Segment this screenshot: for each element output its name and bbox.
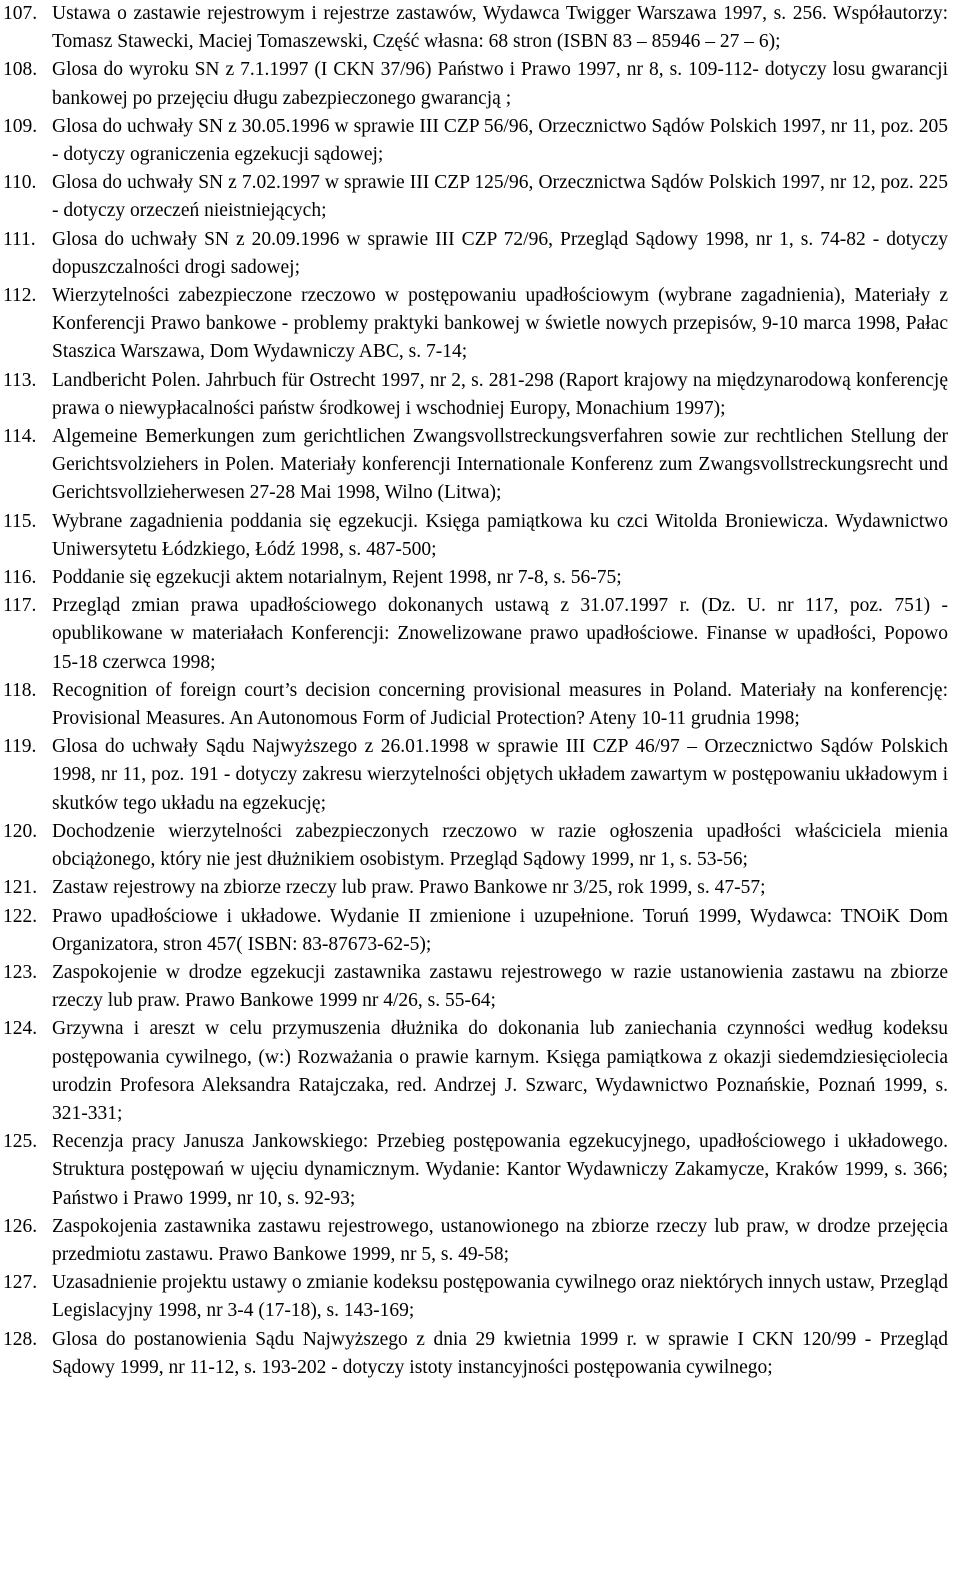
list-item xyxy=(3,1269,948,1325)
item-text: Recognition of foreign court’s decision concerning provisional measures in Poland. Materiały na konferencję: Provisional Measures. An Autonomous Form of Judicial Protection? Ateny 10-11 grudnia 1998; xyxy=(52,679,948,730)
item-number: 116. xyxy=(3,567,37,589)
item-text: Glosa do uchwały Sądu Najwyższego z 26.01.1998 w sprawie III CZP 46/97 – Orzecznictwo Sądów Polskich 1998, nr 11, poz. 191 - dotyczy zakresu wierzytelności objętych układem zawartym w postępowaniu układowym i skutków tego układu na egzekucję; xyxy=(52,736,948,814)
list-item xyxy=(3,818,948,874)
list-item xyxy=(3,733,948,818)
item-number: 122. xyxy=(3,905,38,927)
item-text: Dochodzenie wierzytelności zabezpieczonych rzeczowo w razie ogłoszenia upadłości właściciela mienia obciążonego, który nie jest dłużnikiem osobistym. Przegląd Sądowy 1999, nr 1, s. 53-56; xyxy=(52,820,948,871)
item-text: Uzasadnienie projektu ustawy o zmianie kodeksu postępowania cywilnego oraz niektórych innych ustaw, Przegląd Legislacyjny 1998, nr 3-4 (17-18), s. 143-169; xyxy=(52,1272,949,1322)
item-number: 123. xyxy=(3,961,38,983)
list-item xyxy=(3,169,948,225)
item-text: Ustawa o zastawie rejestrowym i rejestrze zastawów, Wydawca Twigger Warszawa 1997, s. 256. Współautorzy: Tomasz Stawecki, Maciej Tomaszewski, Część własna: 68 stron (ISBN 83 – 85946 – 27 – 6); xyxy=(52,3,948,53)
list-item xyxy=(3,874,948,902)
item-number: 108. xyxy=(3,59,38,81)
list-item xyxy=(3,903,948,959)
list-item xyxy=(3,0,948,56)
list-item xyxy=(3,1015,948,1128)
item-number: 119. xyxy=(3,736,37,758)
list-item xyxy=(3,423,948,508)
item-text: Landbericht Polen. Jahrbuch für Ostrecht 1997, nr 2, s. 281-298 (Raport krajowy na międzynarodową konferencję prawa o niewypłacalności państw środkowej i wschodniej Europy, Monachium 1997); xyxy=(52,369,948,419)
item-text: Glosa do postanowienia Sądu Najwyższego z dnia 29 kwietnia 1999 r. w sprawie I CKN 120/99 - Przegląd Sądowy 1999, nr 11-12, s. 193-202 - dotyczy istoty instancyjności postępowania cywilnego; xyxy=(52,1328,948,1378)
item-number: 127. xyxy=(3,1272,38,1294)
item-text: Zaspokojenia zastawnika zastawu rejestrowego, ustanowionego na zbiorze rzeczy lub praw, w drodze przejęcia przedmiotu zastawu. Prawo Bankowe 1999, nr 5, s. 49-58; xyxy=(52,1215,948,1265)
item-number: 126. xyxy=(3,1215,38,1237)
item-number: 111. xyxy=(3,228,36,250)
list-item xyxy=(3,367,948,423)
item-text: Glosa do uchwały SN z 20.09.1996 w sprawie III CZP 72/96, Przegląd Sądowy 1998, nr 1, s. 74-82 - dotyczy dopuszczalności drogi sadowej; xyxy=(52,228,948,278)
item-number: 112. xyxy=(3,285,37,307)
item-text: Zastaw rejestrowy na zbiorze rzeczy lub praw. Prawo Bankowe nr 3/25, rok 1999, s. 47-57; xyxy=(52,877,766,899)
list-item xyxy=(3,959,948,1015)
list-item xyxy=(3,592,948,677)
item-text: Glosa do wyroku SN z 7.1.1997 (I CKN 37/96) Państwo i Prawo 1997, nr 8, s. 109-112- dotyczy losu gwarancji bankowej po przejęciu długu zabezpieczonego gwarancją ; xyxy=(52,59,948,109)
item-text: Przegląd zmian prawa upadłościowego dokonanych ustawą z 31.07.1997 r. (Dz. U. nr 117, poz. 751) - opublikowane w materiałach Konferencji: Znowelizowane prawo upadłościowe. Finanse w upadłości, Popowo 15-18 czerwca 1998; xyxy=(52,595,948,673)
bibliography-list xyxy=(3,0,948,1382)
item-number: 114. xyxy=(3,426,37,448)
item-text: Wybrane zagadnienia poddania się egzekucji. Księga pamiątkowa ku czci Witolda Broniewicza. Wydawnictwo Uniwersytetu Łódzkiego, Łódź 1998, s. 487-500; xyxy=(52,510,948,560)
list-item xyxy=(3,1128,948,1213)
item-number: 113. xyxy=(3,369,37,391)
list-item xyxy=(3,226,948,282)
item-text: Recenzja pracy Janusza Jankowskiego: Przebieg postępowania egzekucyjnego, upadłościowego i układowego. Struktura postępowań w ujęciu dynamicznym. Wydanie: Kantor Wydawniczy Zakamycze, Kraków 1999, s. 366; Państwo i Prawo 1999, nr 10, s. 92-93; xyxy=(52,1131,948,1209)
item-number: 117. xyxy=(3,595,37,617)
item-number: 125. xyxy=(3,1131,38,1153)
item-number: 120. xyxy=(3,820,38,842)
item-number: 118. xyxy=(3,679,37,701)
item-number: 109. xyxy=(3,115,38,137)
item-number: 107. xyxy=(3,3,38,24)
item-text: Glosa do uchwały SN z 30.05.1996 w sprawie III CZP 56/96, Orzecznictwo Sądów Polskich 1997, nr 11, poz. 205 - dotyczy ograniczenia egzekucji sądowej; xyxy=(52,115,948,166)
item-text: Algemeine Bemerkungen zum gerichtlichen Zwangsvollstreckungsverfahren sowie zur rechtlichen Stellung der Gerichtsvolziehers in Polen. Materiały konferencji Internationale Konferenz zum Zwangsvollstreckungsrecht und Gerichtsvollzieherwesen 27-28 Mai 1998, Wilno (Litwa); xyxy=(52,426,948,504)
item-number: 121. xyxy=(3,877,38,899)
list-item xyxy=(3,56,948,112)
item-text: Prawo upadłościowe i układowe. Wydanie II zmienione i uzupełnione. Toruń 1999, Wydawca: TNOiK Dom Organizatora, stron 457( ISBN: 83-87673-62-5); xyxy=(52,905,948,955)
list-item xyxy=(3,564,948,592)
item-text: Zaspokojenie w drodze egzekucji zastawnika zastawu rejestrowego w razie ustanowienia zastawu na zbiorze rzeczy lub praw. Prawo Bankowe 1999 nr 4/26, s. 55-64; xyxy=(52,961,948,1012)
item-text: Grzywna i areszt w celu przymuszenia dłużnika do dokonania lub zaniechania czynności według kodeksu postępowania cywilnego, (w:) Rozważania o prawie karnym. Księga pamiątkowa z okazji siedemdziesięciolecia urodzin Profesora Aleksandra Ratajczaka, red. Andrzej J. Szwarc, Wydawnictwo Poznańskie, Poznań 1999, s. 321-331; xyxy=(52,1018,948,1124)
list-item xyxy=(3,677,948,733)
item-text: Poddanie się egzekucji aktem notarialnym, Rejent 1998, nr 7-8, s. 56-75; xyxy=(52,567,622,589)
list-item xyxy=(3,508,948,564)
item-text: Glosa do uchwały SN z 7.02.1997 w sprawie III CZP 125/96, Orzecznictwa Sądów Polskich 1997, nr 12, poz. 225 - dotyczy orzeczeń nieistniejących; xyxy=(52,172,948,222)
item-number: 128. xyxy=(3,1328,38,1350)
list-item xyxy=(3,282,948,367)
item-number: 115. xyxy=(3,510,37,532)
item-number: 124. xyxy=(3,1018,38,1040)
list-item xyxy=(3,1326,948,1382)
item-text: Wierzytelności zabezpieczone rzeczowo w postępowaniu upadłościowym (wybrane zagadnienia), Materiały z Konferencji Prawo bankowe - problemy praktyki bankowej w świetle nowych przepisów, 9-10 marca 1998, Pałac Staszica Warszawa, Dom Wydawniczy ABC, s. 7-14; xyxy=(52,285,948,363)
list-item xyxy=(3,113,948,169)
list-item xyxy=(3,1213,948,1269)
item-number: 110. xyxy=(3,172,37,194)
